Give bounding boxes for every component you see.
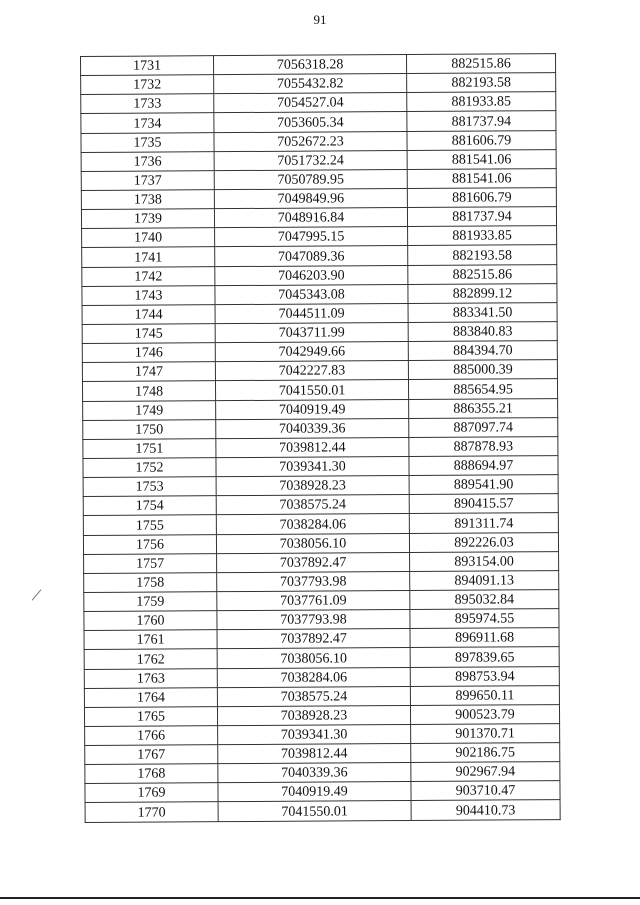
y-coordinate-cell: 894091.13 (410, 570, 559, 590)
point-number-cell: 1757 (84, 553, 217, 573)
table-row (83, 436, 558, 458)
point-number-cell: 1741 (82, 247, 215, 267)
x-coordinate-cell: 7037793.98 (217, 610, 410, 630)
point-number-cell: 1769 (85, 783, 218, 803)
y-coordinate-cell: 881541.06 (407, 168, 556, 188)
y-coordinate-cell: 902186.75 (411, 743, 560, 763)
y-coordinate-cell: 896911.68 (410, 628, 559, 648)
point-number-cell: 1752 (83, 458, 216, 478)
y-coordinate-cell: 881606.79 (407, 188, 556, 208)
x-coordinate-cell: 7053605.34 (214, 112, 407, 132)
y-coordinate-cell: 903710.47 (411, 781, 560, 801)
y-coordinate-cell: 885654.95 (408, 379, 557, 399)
point-number-cell: 1736 (81, 151, 214, 171)
y-coordinate-cell: 881737.94 (407, 207, 556, 227)
x-coordinate-cell: 7039812.44 (218, 744, 411, 764)
table-row (84, 609, 559, 631)
point-number-cell: 1754 (83, 496, 216, 516)
point-number-cell: 1738 (81, 190, 214, 210)
point-number-cell: 1758 (84, 572, 217, 592)
table-row (83, 532, 558, 554)
point-number-cell: 1750 (83, 419, 216, 439)
table-row (84, 570, 559, 592)
y-coordinate-cell: 898753.94 (410, 666, 559, 686)
x-coordinate-cell: 7054527.04 (214, 93, 407, 113)
point-number-cell: 1753 (83, 477, 216, 497)
y-coordinate-cell: 900523.79 (410, 704, 559, 724)
table-row (83, 475, 558, 497)
y-coordinate-cell: 895032.84 (410, 590, 559, 610)
y-coordinate-cell: 883840.83 (408, 322, 557, 342)
table-row (83, 494, 558, 516)
y-coordinate-cell: 901370.71 (411, 724, 560, 744)
x-coordinate-cell: 7038928.23 (217, 705, 410, 725)
page-bottom-edge (0, 897, 640, 899)
table-row (81, 73, 556, 95)
table-row (85, 743, 560, 765)
x-coordinate-cell: 7039341.30 (216, 456, 409, 476)
y-coordinate-cell: 882899.12 (408, 283, 557, 303)
point-number-cell: 1767 (85, 745, 218, 765)
x-coordinate-cell: 7039812.44 (216, 437, 409, 457)
coordinates-table (80, 53, 561, 823)
point-number-cell: 1743 (82, 285, 215, 305)
y-coordinate-cell: 881606.79 (407, 130, 556, 150)
point-number-cell: 1762 (84, 649, 217, 669)
point-number-cell: 1760 (84, 611, 217, 631)
x-coordinate-cell: 7037793.98 (217, 571, 410, 591)
x-coordinate-cell: 7038575.24 (216, 495, 409, 515)
point-number-cell: 1763 (84, 668, 217, 688)
y-coordinate-cell: 886355.21 (409, 398, 558, 418)
x-coordinate-cell: 7049849.96 (214, 188, 407, 208)
table-row (84, 666, 559, 688)
point-number-cell: 1745 (82, 324, 215, 344)
point-number-cell: 1734 (81, 113, 214, 133)
x-coordinate-cell: 7040339.36 (216, 418, 409, 438)
table-row (81, 168, 556, 190)
x-coordinate-cell: 7041550.01 (215, 380, 408, 400)
y-coordinate-cell: 902967.94 (411, 762, 560, 782)
x-coordinate-cell: 7040919.49 (218, 782, 411, 802)
point-number-cell: 1759 (84, 592, 217, 612)
table-row (84, 704, 559, 726)
point-number-cell: 1746 (82, 343, 215, 363)
table-body (81, 54, 561, 823)
y-coordinate-cell: 891311.74 (409, 513, 558, 533)
y-coordinate-cell: 881933.85 (407, 92, 556, 112)
point-number-cell: 1744 (82, 305, 215, 325)
point-number-cell: 1770 (85, 802, 218, 822)
point-number-cell: 1731 (81, 56, 214, 76)
y-coordinate-cell: 881541.06 (407, 149, 556, 169)
point-number-cell: 1766 (85, 726, 218, 746)
table-row (81, 149, 556, 171)
margin-mark (32, 589, 42, 600)
y-coordinate-cell: 882193.58 (407, 73, 556, 93)
point-number-cell: 1740 (82, 228, 215, 248)
x-coordinate-cell: 7038056.10 (217, 648, 410, 668)
point-number-cell: 1755 (83, 515, 216, 535)
x-coordinate-cell: 7043711.99 (215, 322, 408, 342)
table-row (81, 188, 556, 210)
x-coordinate-cell: 7038056.10 (216, 533, 409, 553)
y-coordinate-cell: 881737.94 (407, 111, 556, 131)
table-row (81, 130, 556, 152)
table-row (82, 379, 557, 401)
table-row (85, 800, 560, 822)
point-number-cell: 1742 (82, 266, 215, 286)
point-number-cell: 1735 (81, 132, 214, 152)
table-row (83, 417, 558, 439)
y-coordinate-cell: 887878.93 (409, 436, 558, 456)
x-coordinate-cell: 7038575.24 (217, 686, 410, 706)
table-row (84, 590, 559, 612)
x-coordinate-cell: 7047089.36 (215, 246, 408, 266)
table-row (83, 513, 558, 535)
x-coordinate-cell: 7040339.36 (218, 763, 411, 783)
point-number-cell: 1764 (84, 687, 217, 707)
x-coordinate-cell: 7042949.66 (215, 342, 408, 362)
x-coordinate-cell: 7041550.01 (218, 801, 411, 821)
table-row (81, 207, 556, 229)
x-coordinate-cell: 7048916.84 (214, 208, 407, 228)
point-number-cell: 1756 (83, 534, 216, 554)
table-row (82, 245, 557, 267)
table-row (81, 111, 556, 133)
x-coordinate-cell: 7044511.09 (215, 303, 408, 323)
table-row (82, 302, 557, 324)
x-coordinate-cell: 7051732.24 (214, 150, 407, 170)
y-coordinate-cell: 882515.86 (406, 54, 555, 74)
point-number-cell: 1748 (82, 381, 215, 401)
x-coordinate-cell: 7047995.15 (215, 227, 408, 247)
x-coordinate-cell: 7039341.30 (218, 724, 411, 744)
table-row (85, 762, 560, 784)
table-row (82, 283, 557, 305)
y-coordinate-cell: 897839.65 (410, 647, 559, 667)
table-row (82, 226, 557, 248)
table-row (84, 685, 559, 707)
table-row (82, 360, 557, 382)
point-number-cell: 1765 (84, 706, 217, 726)
point-number-cell: 1768 (85, 764, 218, 784)
y-coordinate-cell: 889541.90 (409, 475, 558, 495)
x-coordinate-cell: 7038284.06 (217, 667, 410, 687)
table-row (83, 398, 558, 420)
table-row (81, 92, 556, 114)
x-coordinate-cell: 7056318.28 (214, 55, 407, 75)
x-coordinate-cell: 7037892.47 (217, 552, 410, 572)
y-coordinate-cell: 884394.70 (408, 341, 557, 361)
x-coordinate-cell: 7042227.83 (215, 361, 408, 381)
point-number-cell: 1751 (83, 438, 216, 458)
table-row (82, 322, 557, 344)
y-coordinate-cell: 882515.86 (408, 264, 557, 284)
table-row (84, 551, 559, 573)
x-coordinate-cell: 7040919.49 (216, 399, 409, 419)
y-coordinate-cell: 893154.00 (410, 551, 559, 571)
table-row (85, 724, 560, 746)
x-coordinate-cell: 7055432.82 (214, 74, 407, 94)
point-number-cell: 1761 (84, 630, 217, 650)
point-number-cell: 1737 (81, 171, 214, 191)
y-coordinate-cell: 881933.85 (408, 226, 557, 246)
y-coordinate-cell: 904410.73 (411, 800, 560, 820)
point-number-cell: 1749 (83, 400, 216, 420)
y-coordinate-cell: 890415.57 (409, 494, 558, 514)
y-coordinate-cell: 887097.74 (409, 417, 558, 437)
table-row (84, 647, 559, 669)
x-coordinate-cell: 7050789.95 (214, 169, 407, 189)
table-row (83, 456, 558, 478)
y-coordinate-cell: 895974.55 (410, 609, 559, 629)
table-row (82, 264, 557, 286)
point-number-cell: 1739 (81, 209, 214, 229)
table-row (82, 341, 557, 363)
y-coordinate-cell: 888694.97 (409, 456, 558, 476)
point-number-cell: 1747 (82, 362, 215, 382)
x-coordinate-cell: 7045343.08 (215, 284, 408, 304)
y-coordinate-cell: 882193.58 (408, 245, 557, 265)
page-number: 91 (313, 12, 327, 27)
table-row (85, 781, 560, 803)
y-coordinate-cell: 892226.03 (409, 532, 558, 552)
table-row (81, 54, 556, 76)
x-coordinate-cell: 7037892.47 (217, 629, 410, 649)
table-row (84, 628, 559, 650)
x-coordinate-cell: 7052672.23 (214, 131, 407, 151)
x-coordinate-cell: 7037761.09 (217, 590, 410, 610)
point-number-cell: 1732 (81, 75, 214, 95)
x-coordinate-cell: 7038928.23 (216, 476, 409, 496)
y-coordinate-cell: 899650.11 (410, 685, 559, 705)
point-number-cell: 1733 (81, 94, 214, 114)
x-coordinate-cell: 7046203.90 (215, 265, 408, 285)
x-coordinate-cell: 7038284.06 (216, 514, 409, 534)
y-coordinate-cell: 883341.50 (408, 302, 557, 322)
y-coordinate-cell: 885000.39 (408, 360, 557, 380)
